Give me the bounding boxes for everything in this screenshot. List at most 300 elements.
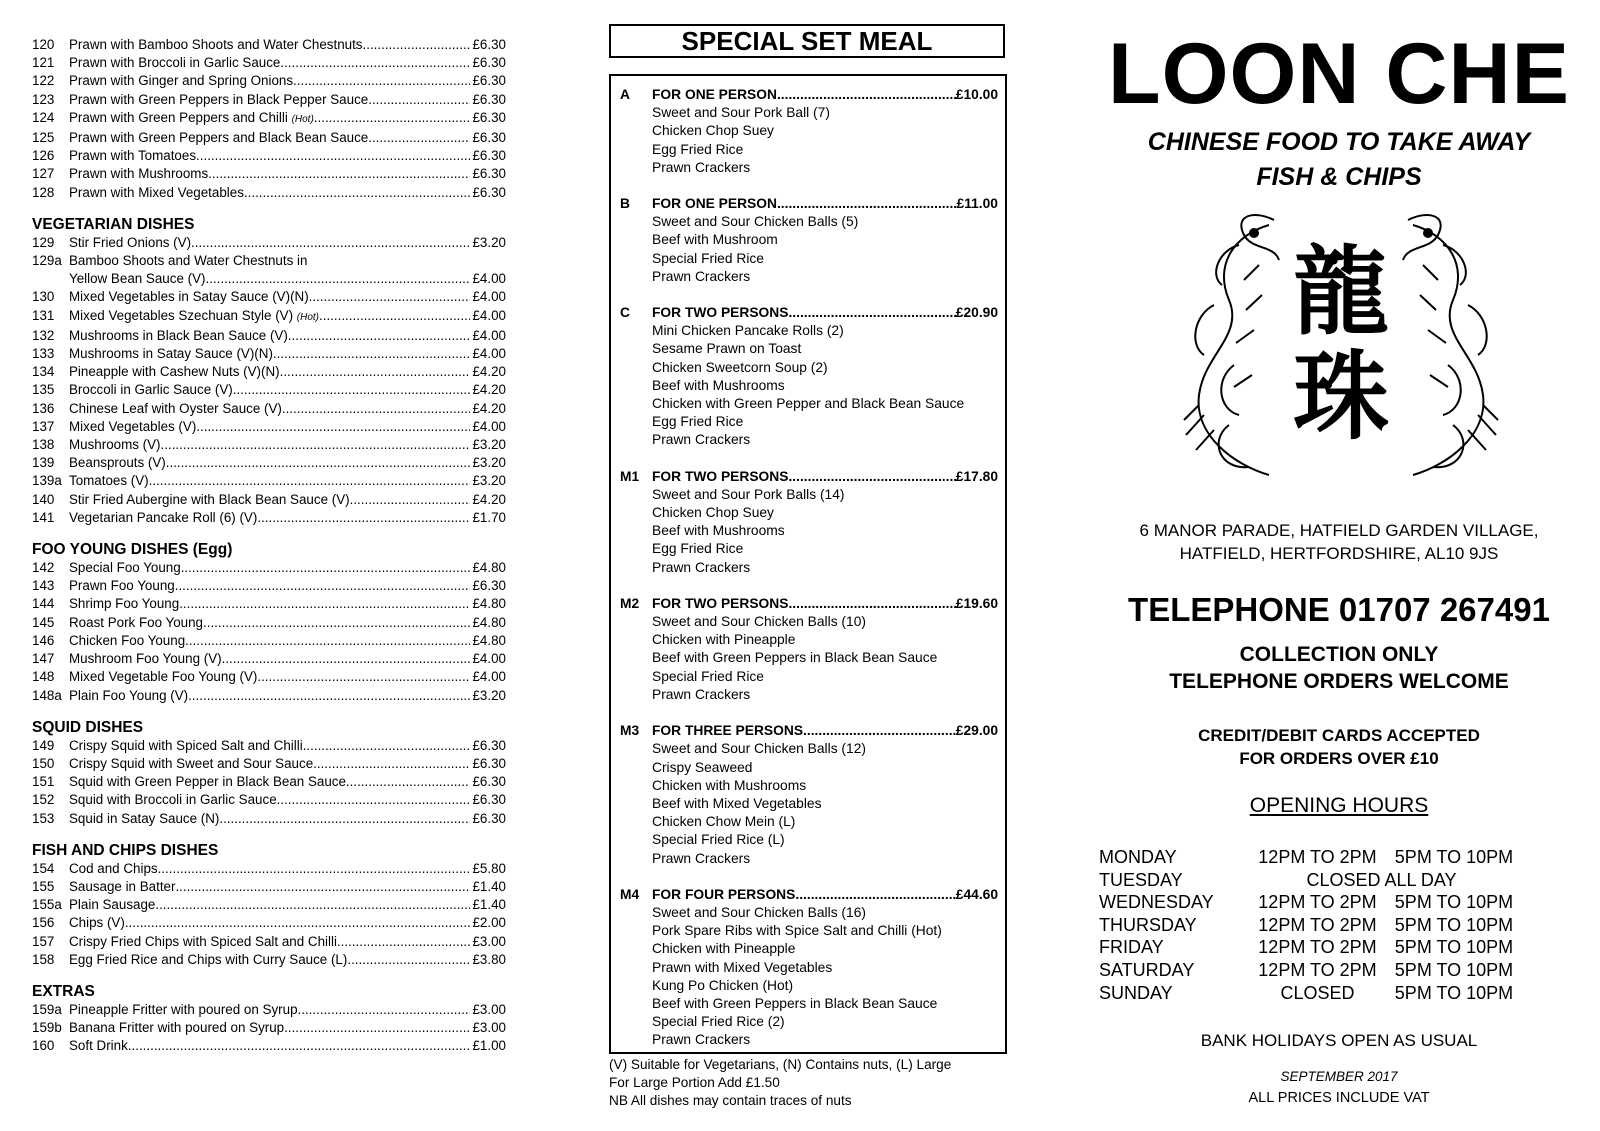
set-meal-dish: Prawn Crackers: [652, 159, 751, 175]
menu-item: [32, 345, 506, 363]
item-number: 160: [32, 1038, 55, 1054]
set-meal-dish: Mini Chicken Pancake Rolls (2): [652, 323, 844, 339]
opening-hours-title: [1100, 793, 1578, 819]
item-price: £4.00: [472, 271, 506, 287]
item-number: 129a: [32, 253, 62, 269]
set-meal-dish: Egg Fried Rice: [652, 414, 744, 430]
set-meal-name: FOR TWO PERSONS: [652, 305, 789, 321]
item-name: Squid with Broccoli in Garlic Sauce: [69, 792, 277, 808]
dot-leader: [319, 307, 470, 325]
item-price: £6.30: [472, 148, 506, 164]
set-meal-name: FOR ONE PERSON: [652, 87, 777, 102]
item-price: £6.30: [472, 166, 506, 182]
set-meal-box: [609, 74, 1007, 1054]
item-price: £4.20: [472, 491, 506, 507]
menu-item: [32, 363, 506, 381]
item-price: £4.00: [472, 669, 506, 685]
set-meal-dish: Beef with Green Peppers in Black Bean Sauce: [652, 650, 938, 666]
item-price: £6.30: [472, 755, 506, 771]
vat-note: ALL PRICES INCLUDE VAT: [1248, 1090, 1430, 1106]
dot-leader: [788, 595, 955, 613]
item-name: Prawn with Mixed Vegetables: [69, 184, 244, 200]
hours-lunch: 12PM TO 2PM: [1258, 914, 1377, 935]
set-meal-dish: Sweet and Sour Pork Balls (14): [652, 486, 845, 502]
item-number: 120: [32, 37, 55, 52]
item-price: £3.00: [472, 933, 506, 949]
dot-leader: [219, 810, 470, 828]
hours-row: [1099, 982, 1539, 1005]
menu-item: [32, 454, 506, 472]
item-price: £6.30: [472, 91, 506, 107]
set-meal-header: [620, 886, 998, 904]
set-meal: [620, 468, 998, 577]
menu-item: [32, 791, 506, 809]
footnotes: [609, 1056, 951, 1110]
set-meal-dish: Special Fried Rice: [652, 668, 764, 684]
item-number: 155: [32, 878, 55, 894]
item-price: £3.20: [472, 234, 506, 250]
menu-item: [32, 595, 506, 613]
hours-day: SUNDAY: [1099, 982, 1173, 1003]
item-number: 136: [32, 400, 55, 416]
set-meal-dish: Pork Spare Ribs with Spice Salt and Chilli (Hot): [652, 923, 942, 939]
dot-leader: [125, 914, 471, 932]
menu-section: [32, 842, 506, 969]
item-price: £4.00: [472, 307, 506, 323]
menu-item: [32, 270, 506, 288]
item-name: Prawn with Bamboo Shoots and Water Chestnuts: [69, 37, 363, 52]
item-name: Sausage in Batter: [69, 878, 176, 894]
menu-item: [32, 418, 506, 436]
menu-item: [32, 288, 506, 306]
dot-leader: [181, 559, 471, 577]
set-meal-dish: Special Fried Rice (2): [652, 1014, 785, 1030]
menu-item: [32, 472, 506, 490]
item-number: 148a: [32, 687, 62, 703]
item-price: £4.80: [472, 632, 506, 648]
item-name: Prawn with Green Peppers and Chilli: [69, 109, 288, 125]
hours-lunch: 12PM TO 2PM: [1258, 847, 1377, 867]
footnote-line: NB All dishes may contain traces of nuts: [609, 1093, 852, 1108]
bank-holidays-note: BANK HOLIDAYS OPEN AS USUAL: [1200, 1031, 1478, 1050]
item-number: 132: [32, 327, 55, 343]
item-name: Chicken Foo Young: [69, 632, 186, 648]
item-price: £6.30: [472, 130, 506, 146]
set-meal-dish: Sesame Prawn on Toast: [652, 341, 802, 357]
menu-item: [32, 896, 506, 914]
menu-item: [32, 933, 506, 951]
set-meal-code: C: [620, 305, 630, 321]
set-meal-dish: Egg Fried Rice: [652, 141, 744, 157]
set-meal: [620, 595, 998, 704]
dot-leader: [309, 288, 471, 306]
item-name: Special Foo Young: [69, 560, 181, 576]
item-number: 155a: [32, 897, 62, 913]
set-meal-name: FOR THREE PERSONS: [652, 723, 804, 739]
menu-item: [32, 129, 506, 147]
tagline: [1100, 125, 1578, 195]
item-price: £4.20: [472, 382, 506, 398]
section-title: SQUID DISHES: [32, 718, 144, 736]
dot-leader: [313, 755, 470, 773]
set-meal-name: FOR ONE PERSON: [652, 196, 777, 212]
set-meal-dish: Kung Po Chicken (Hot): [652, 977, 794, 993]
item-number: 146: [32, 632, 55, 648]
set-meal-dish: Chicken with Green Pepper and Black Bean Sauce: [652, 396, 965, 412]
item-number: 122: [32, 73, 55, 89]
address-line: 6 MANOR PARADE, HATFIELD GARDEN VILLAGE,: [1139, 521, 1539, 540]
item-number: 130: [32, 289, 55, 305]
item-name: Crispy Fried Chips with Spiced Salt and Chilli: [69, 933, 337, 949]
cards-line: CREDIT/DEBIT CARDS ACCEPTED: [1198, 726, 1480, 745]
tagline-line: FISH & CHIPS: [1256, 163, 1422, 191]
item-name: Stir Fried Aubergine with Black Bean Sauce (V): [69, 491, 350, 507]
item-number: 133: [32, 346, 55, 362]
address-line: HATFIELD, HERTFORDSHIRE, AL10 9JS: [1179, 544, 1499, 563]
dot-leader: [347, 951, 470, 969]
item-price: £2.00: [472, 915, 506, 931]
dot-leader: [288, 327, 471, 345]
set-meal-dish: Prawn Crackers: [652, 1032, 751, 1048]
footnote-line: For Large Portion Add £1.50: [609, 1075, 780, 1090]
item-number: 134: [32, 364, 55, 380]
item-number: 152: [32, 792, 55, 808]
hours-day: TUESDAY: [1099, 869, 1183, 890]
set-meal-dish: Prawn with Mixed Vegetables: [652, 959, 833, 975]
set-meal: [620, 304, 998, 450]
menu-item: [32, 860, 506, 878]
menu-item: [32, 650, 506, 668]
logo-char-pearl: 珠: [1293, 341, 1389, 453]
hours-evening: 5PM TO 10PM: [1394, 982, 1514, 1003]
dot-leader: [222, 650, 471, 668]
menu-item: [32, 614, 506, 632]
item-number: 145: [32, 614, 55, 630]
menu-section: [32, 216, 506, 527]
set-meal-dish: Sweet and Sour Chicken Balls (10): [652, 614, 866, 630]
set-meal-code: M1: [620, 468, 640, 484]
item-price: £6.30: [472, 737, 506, 753]
hours-lunch: 12PM TO 2PM: [1258, 937, 1377, 958]
item-name: Mushrooms in Black Bean Sauce (V): [69, 327, 288, 343]
set-meal-dish: Sweet and Sour Chicken Balls (5): [652, 214, 859, 230]
item-number: 124: [32, 109, 55, 125]
menu-item: [32, 737, 506, 755]
item-note: (Hot): [291, 113, 314, 125]
item-number: 157: [32, 933, 55, 949]
dot-leader: [257, 668, 470, 686]
menu-item: [32, 54, 506, 72]
set-meal: [620, 86, 998, 177]
dot-leader: [777, 195, 957, 213]
section-title: VEGETARIAN DISHES: [32, 215, 195, 233]
item-name: Egg Fried Rice and Chips with Curry Sauce (L): [69, 951, 348, 967]
hours-lunch: 12PM TO 2PM: [1258, 892, 1377, 913]
dot-leader: [368, 91, 470, 109]
item-number: 139a: [32, 473, 62, 489]
set-meal-dish: Prawn Crackers: [652, 686, 751, 702]
menu-item: [32, 755, 506, 773]
right-dragon-icon: [1403, 215, 1498, 475]
opening-hours-table: [1099, 846, 1539, 1004]
section-title: FOO YOUNG DISHES (Egg): [32, 541, 233, 559]
set-meal-header: [620, 468, 998, 486]
collection-line: COLLECTION ONLY: [1239, 643, 1439, 666]
item-name: Stir Fried Onions (V): [69, 234, 192, 250]
set-meal-code: M3: [620, 723, 640, 739]
menu-item: [32, 327, 506, 345]
dot-leader: [788, 468, 955, 486]
dot-leader: [196, 418, 470, 436]
dot-leader: [282, 400, 471, 418]
dot-leader: [205, 270, 470, 288]
dot-leader: [191, 234, 470, 252]
dot-leader: [803, 722, 956, 740]
item-price: £4.00: [472, 289, 506, 305]
set-meal-code: A: [620, 87, 630, 102]
dot-leader: [368, 129, 470, 147]
hours-day: FRIDAY: [1099, 937, 1164, 958]
item-name: Chips (V): [69, 915, 125, 931]
item-price: £6.30: [472, 184, 506, 200]
menu-item: [32, 810, 506, 828]
hours-evening: 5PM TO 10PM: [1394, 914, 1514, 935]
item-name: Prawn with Mushrooms: [69, 166, 209, 182]
item-number: 159a: [32, 1001, 62, 1017]
item-number: 141: [32, 509, 55, 525]
hours-row: [1099, 891, 1539, 914]
set-meal-dish: Sweet and Sour Pork Ball (7): [652, 105, 830, 121]
menu-item: [32, 1001, 506, 1019]
set-meal-dish: Prawn Crackers: [652, 268, 751, 284]
item-name: Chinese Leaf with Oyster Sauce (V): [69, 400, 282, 416]
tagline-line: CHINESE FOOD TO TAKE AWAY: [1147, 128, 1531, 156]
set-meal-dish: Chicken with Mushrooms: [652, 777, 807, 793]
set-meal-name: FOR TWO PERSONS: [652, 595, 789, 611]
item-name: Pineapple Fritter with poured on Syrup: [69, 1001, 298, 1017]
dot-leader: [314, 109, 471, 127]
menu-item: [32, 381, 506, 399]
set-meal-dish: Special Fried Rice: [652, 250, 764, 266]
dot-leader: [161, 436, 471, 454]
menu-item: [32, 577, 506, 595]
set-meal-dish: Crispy Seaweed: [652, 759, 753, 775]
item-price: £4.20: [472, 400, 506, 416]
menu-item: [32, 632, 506, 650]
item-note: (Hot): [296, 311, 320, 323]
set-meal-dish: Beef with Mushrooms: [652, 377, 785, 393]
left-dragon-icon: [1184, 215, 1279, 475]
item-number: 126: [32, 148, 55, 164]
item-name: Mushroom Foo Young (V): [69, 651, 222, 667]
item-number: 137: [32, 418, 55, 434]
menu-item: [32, 773, 506, 791]
set-meal-price: £11.00: [956, 196, 998, 212]
item-name: Prawn Foo Young: [69, 578, 175, 594]
item-number: 123: [32, 91, 55, 107]
item-name: Cod and Chips: [69, 860, 158, 876]
item-price: £4.80: [472, 614, 506, 630]
set-meal-dish: Chicken Chop Suey: [652, 123, 774, 139]
dot-leader: [185, 632, 470, 650]
item-price: £3.20: [472, 437, 506, 453]
item-price: £4.20: [472, 364, 506, 380]
dot-leader: [298, 1001, 471, 1019]
set-meal-dish: Chicken Sweetcorn Soup (2): [652, 359, 828, 375]
dot-leader: [196, 147, 470, 165]
menu-item: [32, 252, 506, 270]
item-number: 149: [32, 737, 55, 753]
item-price: £3.80: [472, 951, 506, 967]
set-meal-price: £29.00: [955, 723, 998, 739]
item-name: Prawn with Ginger and Spring Onions: [69, 73, 294, 89]
dot-leader: [777, 86, 956, 104]
item-name: Mixed Vegetables Szechuan Style (V): [69, 307, 294, 323]
item-price: £6.30: [472, 774, 506, 790]
set-meal-header: [620, 86, 998, 104]
set-meal-price: £19.60: [955, 595, 998, 611]
dot-leader: [208, 165, 470, 183]
item-price: £3.20: [472, 687, 506, 703]
item-price: £4.00: [472, 418, 506, 434]
item-name: Prawn with Tomatoes: [69, 148, 197, 164]
set-meal-dish: Prawn Crackers: [652, 559, 751, 575]
item-number: 140: [32, 491, 55, 507]
menu-item: [32, 668, 506, 686]
dot-leader: [273, 345, 471, 363]
menu-item: [32, 400, 506, 418]
item-name: Vegetarian Pancake Roll (6) (V): [69, 509, 258, 525]
item-price: £4.80: [472, 596, 506, 612]
set-meal-dish: Beef with Mushroom: [652, 232, 778, 248]
dot-leader: [363, 36, 471, 54]
dot-leader: [149, 472, 471, 490]
hours-row: [1099, 914, 1539, 937]
item-name: Banana Fritter with poured on Syrup: [69, 1020, 285, 1036]
item-number: 159b: [32, 1020, 62, 1036]
set-meal-header: [620, 304, 998, 322]
menu-item: [32, 234, 506, 252]
hours-lunch: 12PM TO 2PM: [1258, 959, 1377, 980]
set-meal-dish: Sweet and Sour Chicken Balls (12): [652, 741, 866, 757]
item-name: Prawn with Green Peppers in Black Pepper Sauce: [69, 91, 369, 107]
set-meal: [620, 886, 998, 1050]
set-meal-dish: Chicken with Pineapple: [652, 941, 796, 957]
set-meal-dish: Beef with Green Peppers in Black Bean Sauce: [652, 995, 938, 1011]
menu-section: [32, 983, 506, 1056]
dot-leader: [350, 491, 471, 509]
menu-item: [32, 436, 506, 454]
set-meal-dish: Chicken Chow Mein (L): [652, 814, 796, 830]
item-number: 139: [32, 455, 55, 471]
logo-char-dragon: 龍: [1293, 236, 1389, 348]
dot-leader: [346, 773, 471, 791]
item-number: 144: [32, 596, 55, 612]
set-meal-code: M2: [620, 595, 640, 611]
menu-item: [32, 91, 506, 109]
dot-leader: [244, 184, 471, 202]
set-meal-dish: Beef with Mixed Vegetables: [652, 795, 822, 811]
dot-leader: [188, 687, 470, 705]
item-price: £4.00: [472, 327, 506, 343]
set-meal-dish: Prawn Crackers: [652, 432, 751, 448]
set-meal-dish: Chicken Chop Suey: [652, 505, 774, 521]
item-name: Mixed Vegetable Foo Young (V): [69, 669, 258, 685]
item-number: 128: [32, 184, 55, 200]
hours-row: [1099, 936, 1539, 959]
hours-day: SATURDAY: [1099, 959, 1195, 980]
collection-line: TELEPHONE ORDERS WELCOME: [1169, 670, 1509, 693]
section-title: EXTRAS: [32, 982, 95, 1000]
dot-leader: [293, 72, 470, 90]
item-number: 143: [32, 578, 55, 594]
opening-hours-label: OPENING HOURS: [1249, 794, 1429, 817]
item-price: £6.30: [472, 37, 506, 52]
set-meal-code: B: [620, 196, 630, 212]
hours-row: [1099, 869, 1539, 892]
set-meal-price: £17.80: [955, 468, 998, 484]
item-number: 151: [32, 774, 55, 790]
item-price: £4.80: [472, 560, 506, 576]
item-name: Roast Pork Foo Young: [69, 614, 203, 630]
hours-evening: 5PM TO 10PM: [1394, 847, 1514, 867]
menu-item: [32, 184, 506, 202]
hours-row: [1099, 846, 1539, 869]
item-number: 135: [32, 382, 55, 398]
dot-leader: [337, 933, 471, 951]
menu-item: [32, 914, 506, 932]
item-name: Prawn with Broccoli in Garlic Sauce: [69, 55, 281, 71]
menu-section: [32, 541, 506, 705]
section-title: FISH AND CHIPS DISHES: [32, 841, 219, 859]
item-number: 150: [32, 755, 55, 771]
item-price: £3.00: [472, 1020, 506, 1036]
menu-item: [32, 147, 506, 165]
item-number: 125: [32, 130, 55, 146]
item-price: £3.20: [472, 455, 506, 471]
set-meal-price: £10.00: [955, 87, 998, 102]
set-meal-header: [620, 595, 998, 613]
address: [1100, 519, 1578, 565]
set-meal-title: SPECIAL SET MEAL: [609, 24, 1005, 58]
item-number: 156: [32, 915, 55, 931]
dot-leader: [166, 454, 471, 472]
item-name: Soft Drink: [69, 1038, 128, 1054]
item-price: £1.40: [472, 878, 506, 894]
dot-leader: [203, 614, 470, 632]
item-price: £1.70: [472, 509, 506, 525]
set-meal-header: [620, 195, 998, 213]
item-price: £1.00: [472, 1038, 506, 1054]
item-price: £6.30: [472, 109, 506, 125]
item-price: £1.40: [472, 897, 506, 913]
set-meal-dish: Prawn Crackers: [652, 850, 751, 866]
item-name: Broccoli in Garlic Sauce (V): [69, 382, 233, 398]
item-name: Prawn with Green Peppers and Black Bean Sauce: [69, 130, 369, 146]
item-number: 158: [32, 951, 55, 967]
dot-leader: [277, 791, 471, 809]
set-meal-price: £44.60: [955, 886, 998, 902]
set-meal-dish: Beef with Mushrooms: [652, 523, 785, 539]
set-meal-name: FOR FOUR PERSONS: [652, 886, 796, 902]
collection-info: [1100, 641, 1578, 695]
hours-day: MONDAY: [1099, 847, 1177, 867]
hours-lunch: CLOSED: [1280, 982, 1355, 1003]
item-price: £3.00: [472, 1001, 506, 1017]
set-meal-name: FOR TWO PERSONS: [652, 468, 789, 484]
item-name: Crispy Squid with Spiced Salt and Chilli: [69, 737, 303, 753]
item-price: £5.80: [472, 860, 506, 876]
